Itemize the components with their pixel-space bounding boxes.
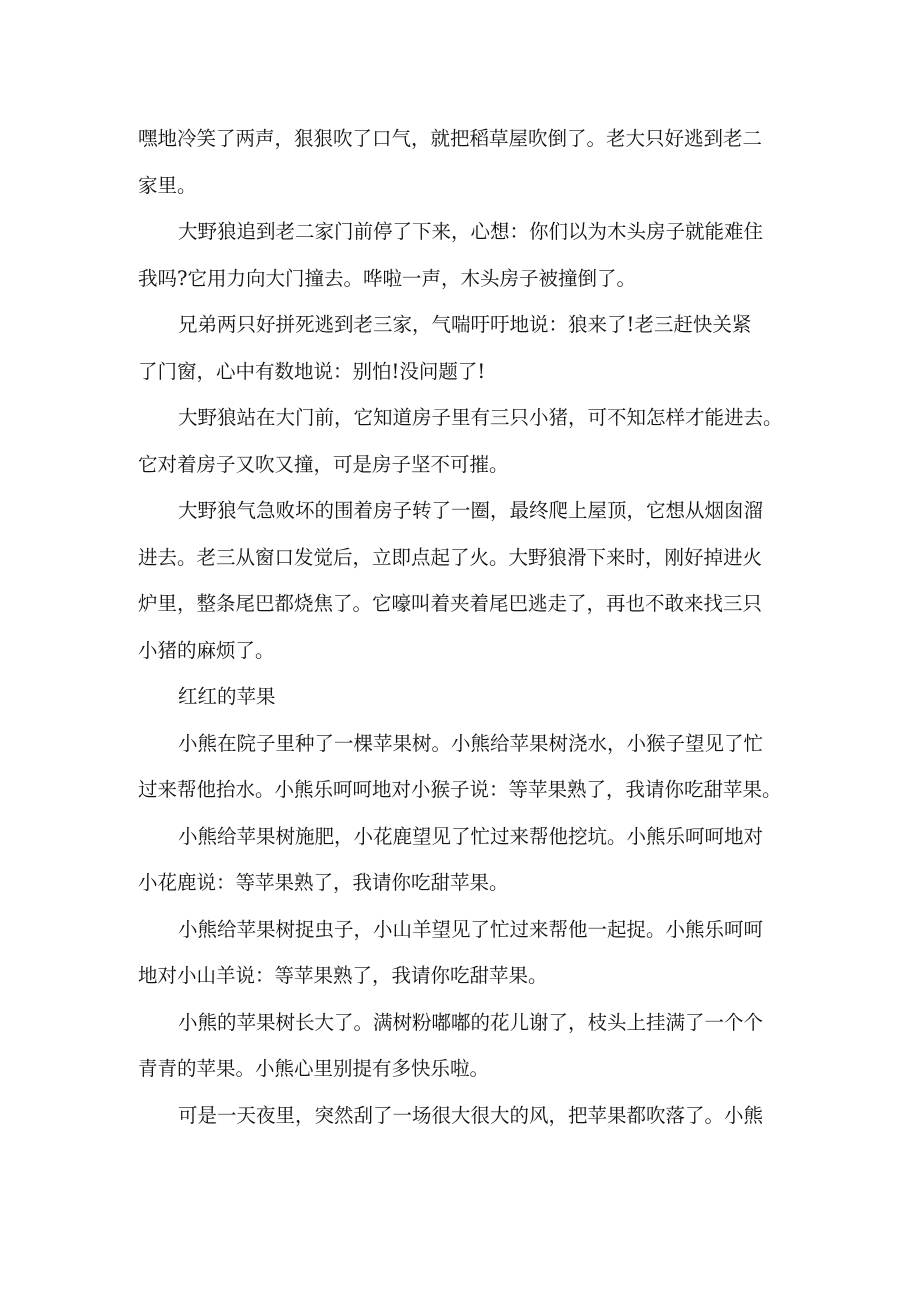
text-line: 大野狼追到老二家门前停了下来，心想：你们以为木头房子就能难住 [178, 220, 764, 243]
text-line: 炉里，整条尾巴都烧焦了。它嚎叫着夹着尾巴逃走了，再也不敢来找三只 [138, 592, 763, 615]
text-line: 地对小山羊说：等苹果熟了，我请你吃甜苹果。 [138, 964, 548, 987]
text-line: 我吗?它用力向大门撞去。哗啦一声，木头房子被撞倒了。 [138, 266, 636, 290]
text-line: 大野狼气急败坏的围着房子转了一圈，最终爬上屋顶，它想从烟囱溜 [178, 499, 764, 522]
story-title [138, 674, 798, 721]
paragraph-chimney [138, 488, 798, 674]
paragraph-tree-grown [138, 1000, 798, 1093]
paragraph-brick-house [138, 395, 798, 488]
paragraph-catching-bugs [138, 907, 798, 1000]
document-page [138, 116, 798, 1139]
paragraph-straw-house [138, 116, 798, 209]
text-line: 大野狼站在大门前，它知道房子里有三只小猪，可不知怎样才能进去。 [178, 406, 783, 429]
story-title-text: 红红的苹果 [178, 685, 276, 708]
text-line: 它对着房子又吹又撞，可是房子坚不可摧。 [138, 452, 509, 476]
paragraph-apple-tree-planting [138, 721, 798, 814]
text-line: 家里。 [138, 173, 197, 197]
text-line: 嘿地冷笑了两声，狠狠吹了口气，就把稻草屋吹倒了。老大只好逃到老二 [138, 127, 763, 150]
text-line: 小花鹿说：等苹果熟了，我请你吃甜苹果。 [138, 871, 509, 894]
text-line: 了门窗，心中有数地说：别怕!没问题了! [138, 359, 486, 383]
text-line: 小熊的苹果树长大了。满树粉嘟嘟的花儿谢了，枝头上挂满了一个个 [178, 1010, 764, 1034]
text-line: 进去。老三从窗口发觉后，立即点起了火。大野狼滑下来时，刚好掉进火 [138, 545, 763, 569]
paragraph-fertilizing [138, 814, 798, 907]
paragraph-brothers-escape [138, 302, 798, 395]
paragraph-wood-house [138, 209, 798, 302]
text-line: 可是一天夜里，突然刮了一场很大很大的风，把苹果都吹落了。小熊 [178, 1103, 764, 1127]
paragraph-windy-night [138, 1093, 798, 1140]
text-line: 小熊给苹果树施肥，小花鹿望见了忙过来帮他挖坑。小熊乐呵呵地对 [178, 824, 764, 848]
text-line: 小熊给苹果树捉虫子，小山羊望见了忙过来帮他一起捉。小熊乐呵呵 [178, 917, 764, 941]
text-line: 过来帮他抬水。小熊乐呵呵地对小猴子说：等苹果熟了，我请你吃甜苹果。 [138, 778, 782, 801]
text-line: 青青的苹果。小熊心里别提有多快乐啦。 [138, 1057, 490, 1080]
text-line: 兄弟两只好拼死逃到老三家，气喘吁吁地说：狼来了!老三赶快关紧 [178, 313, 752, 336]
text-line: 小熊在院子里种了一棵苹果树。小熊给苹果树浇水，小猴子望见了忙 [178, 731, 764, 755]
text-line: 小猪的麻烦了。 [138, 638, 275, 662]
